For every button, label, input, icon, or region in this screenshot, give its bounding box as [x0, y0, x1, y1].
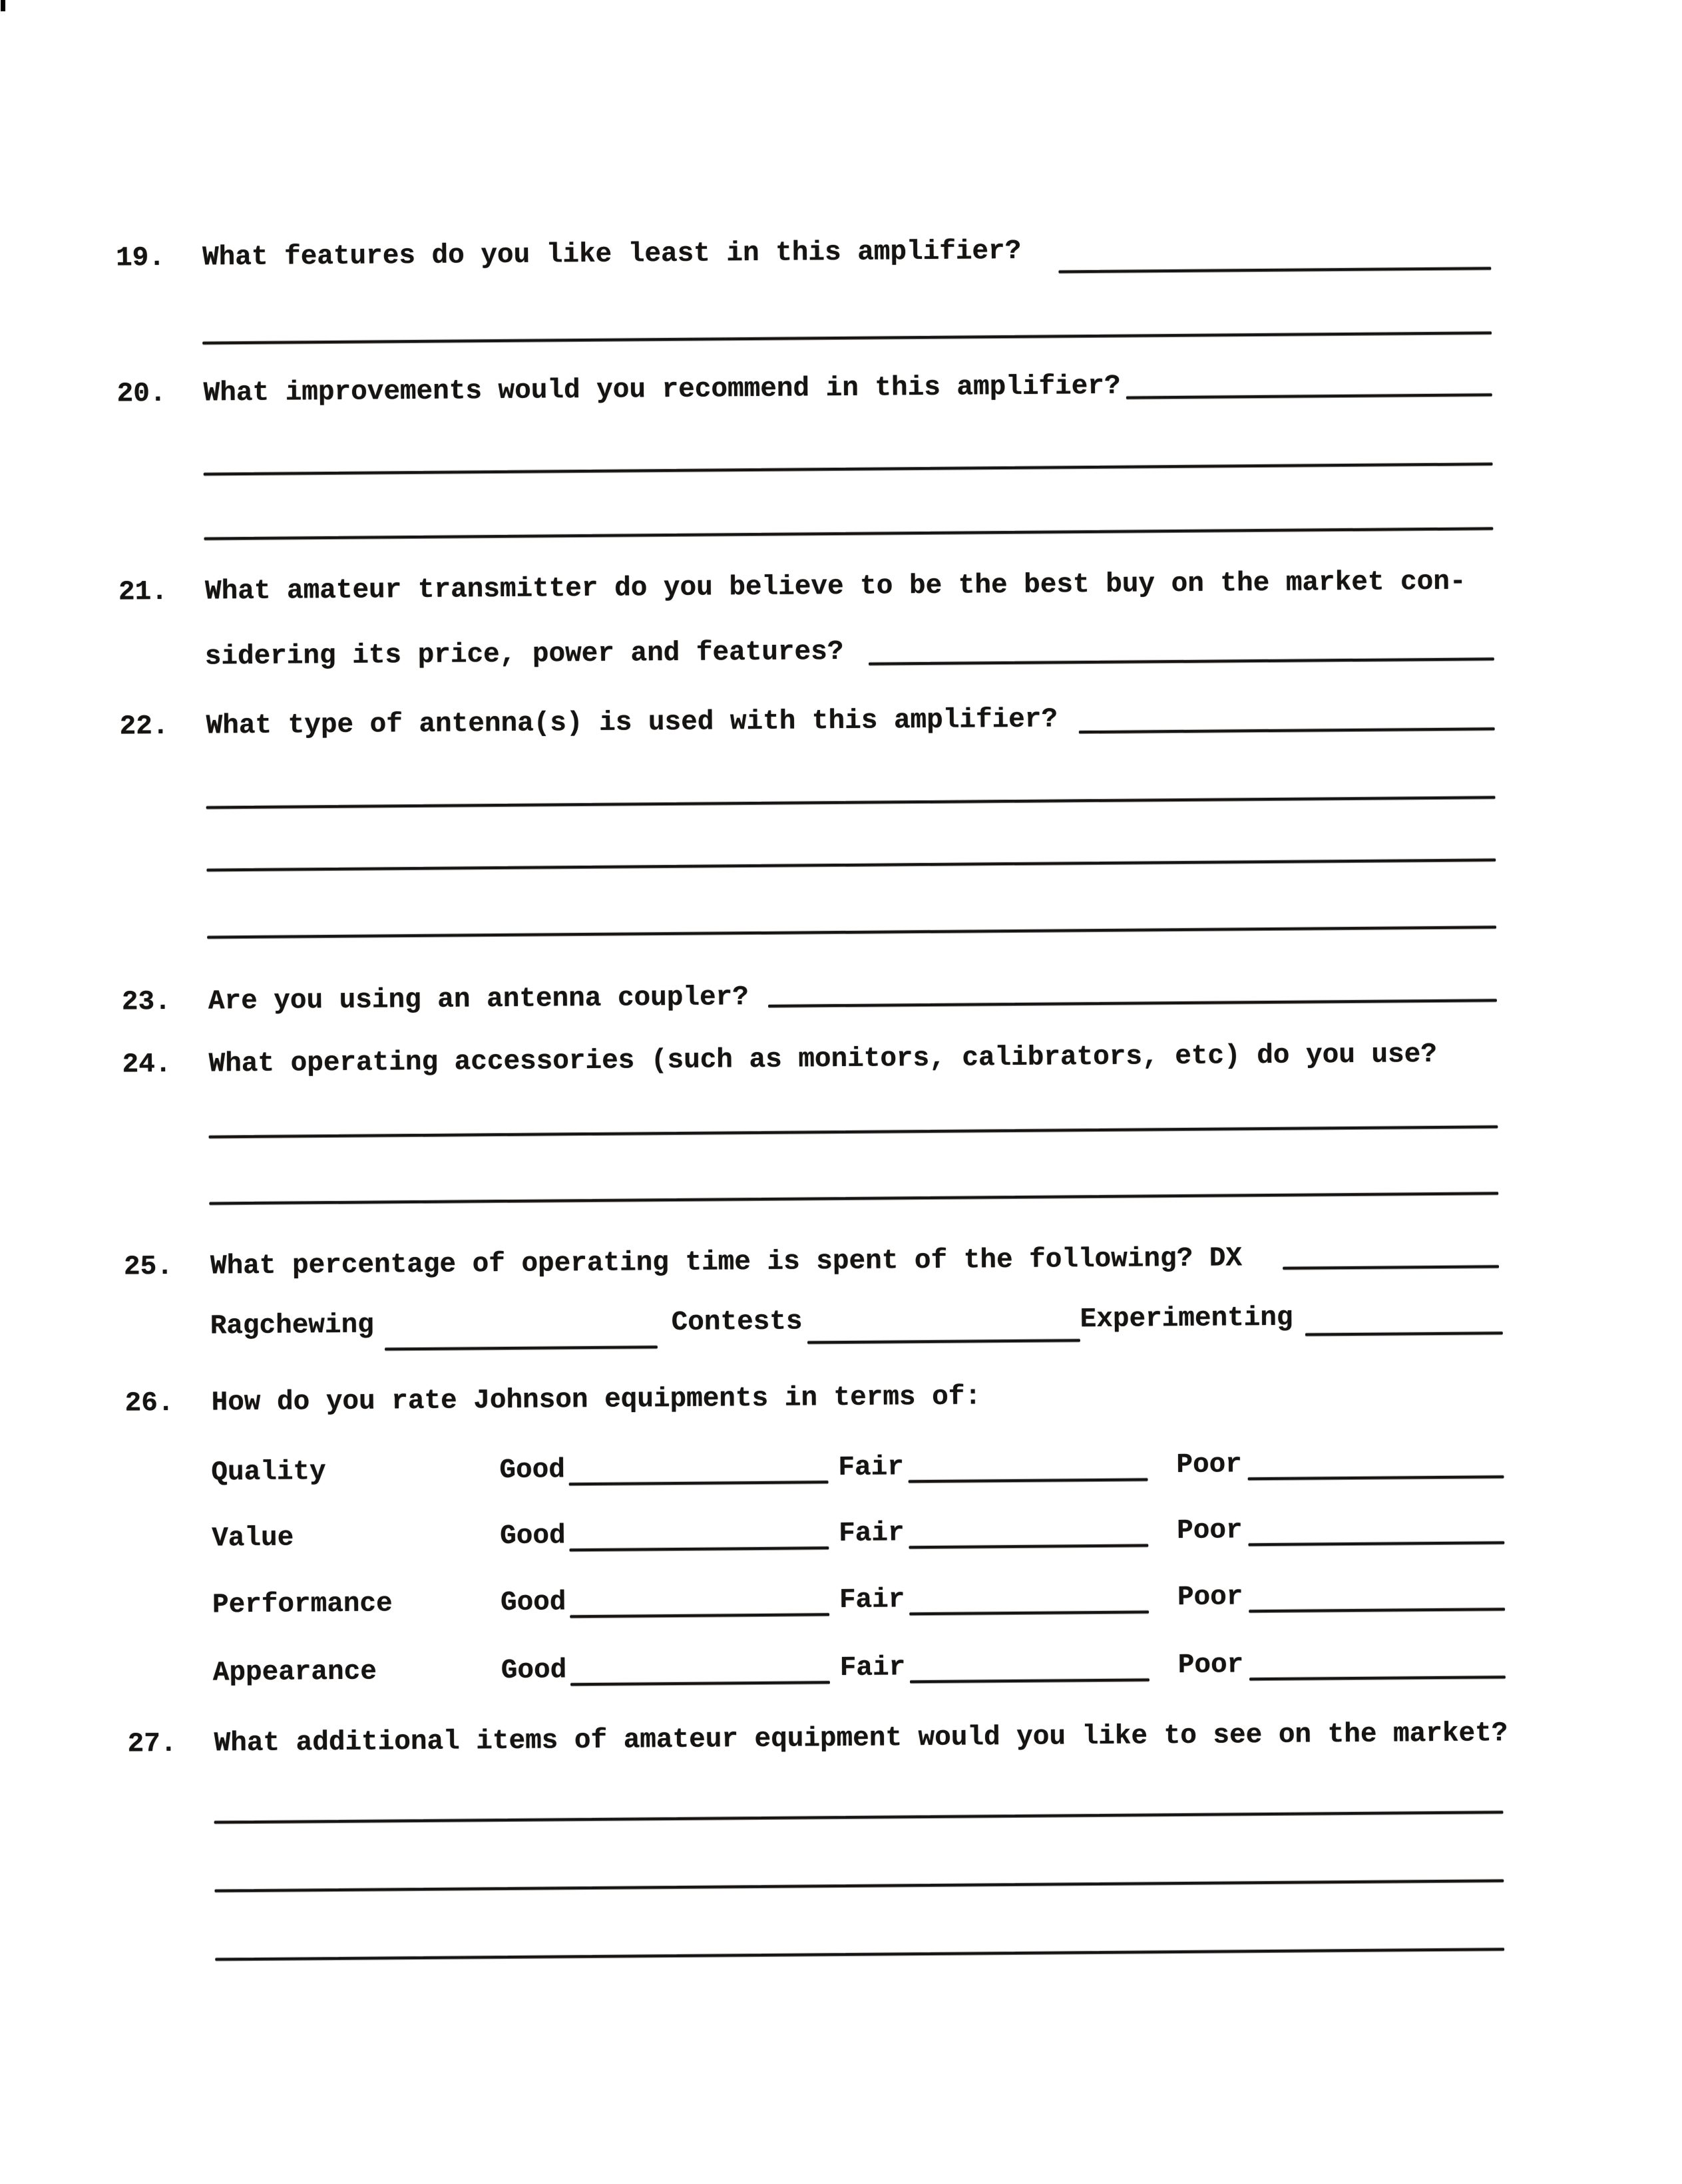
- question-20: [117, 371, 1121, 411]
- rating-performance-good-label: Good: [500, 1587, 566, 1619]
- q25-label-experimenting: Experimenting: [1080, 1302, 1293, 1336]
- answer-line-q20: [1126, 393, 1492, 399]
- question-26: [124, 1381, 981, 1419]
- rating-appearance-poor-label: Poor: [1177, 1650, 1244, 1682]
- rating-quality-poor-line: [1248, 1475, 1504, 1480]
- rating-performance-poor-label: Poor: [1177, 1582, 1243, 1614]
- rating-quality-fair-label: Fair: [838, 1452, 905, 1484]
- question-24: [122, 1039, 1437, 1081]
- rating-appearance-poor-line: [1249, 1676, 1506, 1680]
- question-20-text: What improvements would you recommend in this amplifier?: [203, 371, 1121, 409]
- answer-line-experimenting: [1305, 1332, 1503, 1336]
- rating-quality-good-label: Good: [499, 1455, 566, 1487]
- q25-label-ragchewing: Ragchewing: [210, 1310, 374, 1342]
- question-21-text-line2: sidering its price, power and features?: [204, 636, 844, 673]
- question-22: [119, 703, 1058, 743]
- answer-line-contests: [807, 1339, 1080, 1344]
- question-27: [127, 1718, 1508, 1760]
- rating-row-label-value: Value: [212, 1523, 294, 1554]
- rating-value-good-line: [569, 1547, 829, 1551]
- answer-line-q27-row3: [215, 1948, 1504, 1960]
- q25-label-contests: Contests: [671, 1306, 803, 1339]
- question-27-number: 27.: [127, 1728, 177, 1760]
- question-24-number: 24.: [122, 1049, 172, 1081]
- answer-line-q20-row2: [204, 462, 1493, 475]
- question-25-text: What percentage of operating time is spent of the following? DX: [210, 1243, 1243, 1282]
- rating-appearance-fair-line: [910, 1678, 1150, 1683]
- rating-performance-poor-line: [1249, 1608, 1505, 1612]
- question-19: [116, 236, 1022, 275]
- rating-quality-fair-line: [909, 1478, 1148, 1483]
- answer-line-q20-row3: [204, 527, 1493, 540]
- answer-line-q23: [768, 999, 1497, 1007]
- rating-row-label-appearance: Appearance: [212, 1656, 377, 1689]
- question-23: [122, 982, 749, 1018]
- rating-appearance-good-label: Good: [501, 1655, 567, 1687]
- question-21-continuation: [205, 636, 844, 673]
- rating-value-fair-line: [909, 1544, 1148, 1548]
- question-22-text: What type of antenna(s) is used with this amplifier?: [206, 704, 1058, 742]
- answer-line-q19-row2: [202, 331, 1492, 344]
- rating-value-fair-label: Fair: [839, 1518, 905, 1550]
- rating-performance-fair-line: [909, 1610, 1149, 1615]
- answer-line-q22-row4: [207, 926, 1496, 938]
- answer-line-q19: [1058, 267, 1491, 273]
- answer-line-q24-row1: [208, 1125, 1498, 1138]
- question-19-text: What features do you like least in this amplifier?: [202, 236, 1022, 273]
- question-20-number: 20.: [116, 378, 166, 410]
- rating-quality-poor-label: Poor: [1176, 1449, 1243, 1481]
- rating-row-label-quality: Quality: [211, 1457, 326, 1489]
- rating-performance-fair-label: Fair: [839, 1584, 905, 1616]
- question-21: [118, 566, 1466, 609]
- rating-row-label-performance: Performance: [212, 1588, 393, 1621]
- rating-value-poor-label: Poor: [1177, 1515, 1243, 1547]
- question-25: [124, 1242, 1242, 1283]
- scan-artifact: [1, 0, 5, 11]
- rating-quality-good-line: [569, 1481, 829, 1485]
- answer-line-q27-row1: [214, 1811, 1504, 1823]
- question-27-text: What additional items of amateur equipment would you like to see on the market?: [214, 1718, 1508, 1759]
- answer-line-q24-row2: [209, 1192, 1498, 1204]
- rating-performance-good-line: [570, 1613, 829, 1618]
- answer-line-q22-row2: [206, 796, 1496, 809]
- answer-line-q25-dx: [1283, 1265, 1499, 1270]
- question-24-text: What operating accessories (such as monitors, calibrators, etc) do you use?: [208, 1039, 1438, 1080]
- question-23-text: Are you using an antenna coupler?: [208, 982, 749, 1017]
- question-21-number: 21.: [118, 576, 168, 608]
- question-26-number: 26.: [124, 1387, 174, 1419]
- answer-line-q27-row2: [214, 1879, 1504, 1892]
- question-22-number: 22.: [119, 711, 169, 743]
- answer-line-q21: [869, 657, 1494, 665]
- question-26-text: How do you rate Johnson equipments in terms of:: [211, 1381, 982, 1419]
- question-23-number: 23.: [121, 986, 171, 1018]
- question-25-number: 25.: [123, 1251, 174, 1283]
- answer-line-q22: [1079, 727, 1495, 733]
- question-19-number: 19.: [115, 242, 166, 274]
- rating-appearance-good-line: [570, 1681, 830, 1686]
- answer-line-ragchewing: [385, 1346, 658, 1350]
- question-21-text-line1: What amateur transmitter do you believe to be the best buy on the market con-: [204, 566, 1466, 608]
- rating-value-good-label: Good: [500, 1521, 566, 1552]
- rating-appearance-fair-label: Fair: [839, 1652, 906, 1684]
- rating-value-poor-line: [1248, 1541, 1504, 1546]
- answer-line-q22-row3: [206, 858, 1496, 871]
